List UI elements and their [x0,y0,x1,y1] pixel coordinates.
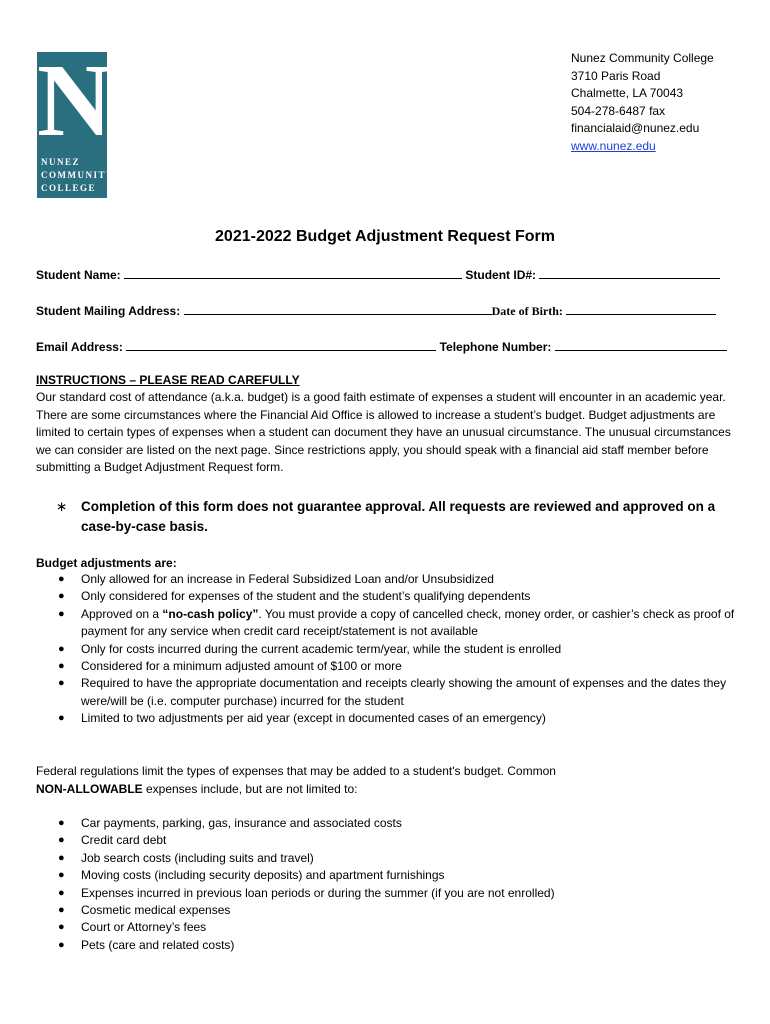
logo-line-1: NUNEZ [41,157,81,167]
logo-line-2: COMMUNITY [41,170,114,180]
approval-notice [56,497,721,537]
logo-line-3: COLLEGE [41,183,97,193]
bullet-icon: ● [58,886,65,899]
college-name: Nunez Community College [571,51,714,65]
email-label: Email Address: [36,340,123,354]
bullet-icon: ● [58,712,65,725]
budget-heading: Budget adjustments are: [36,556,177,570]
bullet-icon: ● [58,938,65,951]
list-item: ● Expenses incurred in previous loan periods or during the summer (if you are not enrolled) [56,885,736,902]
approval-notice-text: Completion of this form does not guarantee approval. All requests are reviewed and approved on a case-by-case basis. [81,499,716,534]
email-address: financialaid@nunez.edu [571,121,700,135]
website-link[interactable]: www.nunez.edu [571,138,656,153]
bullet-icon: ● [58,904,65,917]
email-row [36,339,727,354]
logo-wordmark [41,156,114,195]
mailing-address-label: Student Mailing Address: [36,304,181,318]
student-name-field[interactable] [124,267,462,279]
list-item: ● Required to have the appropriate documentation and receipts clearly showing the amount of expenses and the dates they were/will be (i.e. computer purchase) incurred for the student [58,676,727,708]
list-item: ● Moving costs (including security deposits) and apartment furnishings [56,867,736,884]
bullet-icon: ● [58,851,65,864]
student-id-label: Student ID#: [465,268,537,282]
phone-field[interactable] [555,339,727,351]
bullet-icon: ● [58,817,65,829]
college-logo [37,43,114,198]
city-state-zip: Chalmette, LA 70043 [571,86,684,100]
dob-field[interactable] [566,303,716,315]
email-field[interactable] [126,339,436,351]
list-item: ● Only for costs incurred during the current academic term/year, while the student is enrolled [56,641,736,658]
logo-letter: N [37,43,113,158]
bullet-icon: ● [58,677,65,690]
list-item: ● Limited to two adjustments per aid year (except in documented cases of an emergency) [56,710,736,727]
mailing-address-row [36,303,716,319]
college-address [571,50,714,155]
list-item: ● Approved on a “no-cash policy”. You must provide a copy of cancelled check, money order, or cashier’s check as proof of payment for any service when credit card receipt/statement is not available [58,606,735,639]
street-address: 3710 Paris Road [571,68,661,83]
list-item: ● Car payments, parking, gas, insurance and associated costs [56,815,736,832]
non-allowable-list [56,815,736,954]
form-title: 2021-2022 Budget Adjustment Request Form [215,228,555,245]
bullet-icon: ● [58,834,65,847]
non-allowable-label: NON-ALLOWABLE [36,781,143,796]
list-item: ● Only considered for expenses of the student and the student’s qualifying dependents [56,588,736,605]
bullet-icon: ● [58,573,65,585]
bullet-icon: ● [58,921,65,934]
phone-label: Telephone Number: [439,340,552,354]
student-name-label: Student Name: [36,268,121,282]
bullet-icon: ● [58,869,65,882]
list-item: ● Court or Attorney’s fees [56,919,736,936]
student-id-field[interactable] [539,267,720,279]
student-name-row [36,267,720,282]
federal-regulations-text: Federal regulations limit the types of expenses that may be added to a student's budget. Common NON-ALLOWABLE expenses include, but are not limited to: [36,764,556,796]
list-item: ● Only allowed for an increase in Federal Subsidized Loan and/or Unsubsidized [56,571,736,588]
asterisk-icon: ∗ [56,499,68,514]
bullet-icon: ● [58,660,65,673]
mailing-address-field[interactable] [184,303,492,315]
bullet-icon: ● [58,590,65,603]
bullet-icon: ● [58,642,65,655]
list-item: ● Considered for a minimum adjusted amount of $100 or more [56,658,736,675]
instructions-heading: INSTRUCTIONS – PLEASE READ CAREFULLY [36,373,300,387]
list-item: ● Cosmetic medical expenses [56,902,736,919]
bullet-icon: ● [58,607,65,620]
list-item: ● Job search costs (including suits and travel) [56,850,736,867]
list-item: ● Credit card debt [56,832,736,849]
fax-number: 504-278-6487 fax [571,103,666,118]
dob-label: Date of Birth: [491,304,563,318]
list-item: ● Pets (care and related costs) [56,937,736,954]
budget-list [56,571,736,728]
instructions-body: Our standard cost of attendance (a.k.a. budget) is a good faith estimate of expenses a student will encounter in an academic year. There are some circumstances where the Financial Aid Office is allowed to increase a student’s budget. Budget adjustments are limited to certain types of expenses when a student can document they have an unusual circumstance. The unusual circumstances we can consider are listed on the next page. Since restrictions apply, you should speak with a financial aid staff member before submitting a Budget Adjustment Request form. [36,390,731,474]
